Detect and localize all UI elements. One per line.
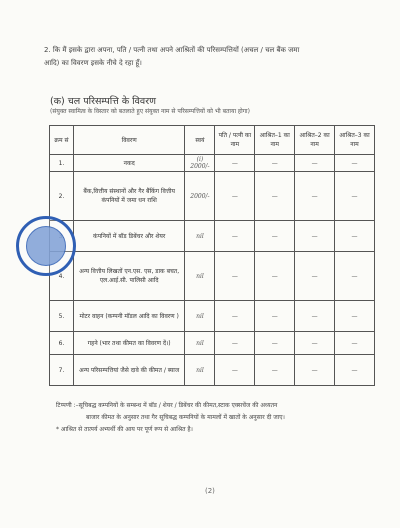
cell-desc: कंपनियों में बॉड डिबेंचर और शेयर (73, 221, 185, 252)
cell-dep1: — (255, 332, 295, 355)
cell-sno: 7. (50, 355, 74, 386)
cell-sno: 5. (50, 301, 74, 332)
cell-dep2: — (295, 301, 335, 332)
cell-dep1: — (255, 221, 295, 252)
cell-dep2: — (295, 355, 335, 386)
movable-assets-table (49, 125, 375, 386)
cell-dep1: — (255, 155, 295, 172)
table-row (50, 332, 375, 355)
intro-line-1: 2. कि मैं इसके द्वारा अपना, पति / पत्नी तथा अपने आश्रितों की परिसम्पत्तियों (अचल / चल बैंक जमा (44, 46, 300, 54)
cell-dep3: — (335, 332, 375, 355)
cell-desc: मोटर वाहन (कम्पनी मॉडल आदि का विवरण ) (73, 301, 185, 332)
cell-self: nil (185, 221, 215, 252)
cell-desc: नकद (73, 155, 185, 172)
cell-spouse: — (215, 155, 255, 172)
footnote-line-3: * आश्रित से तात्पर्य अभ्यर्थी की आय पर पूर्ण रूप से आश्रित है। (56, 426, 193, 433)
cell-dep3: — (335, 221, 375, 252)
footnote (56, 400, 376, 436)
table-row (50, 221, 375, 252)
intro-line-2: आदि) का विवरण इसके नीचे दे रहा हूँ। (44, 59, 142, 67)
cell-self: nil (185, 355, 215, 386)
header-dep2: आश्रित–2 का नाम (295, 126, 335, 155)
section-title: (क) चल परिसम्पत्ति के विवरण (50, 96, 156, 107)
cell-dep2: — (295, 332, 335, 355)
cell-dep3: — (335, 252, 375, 301)
cell-dep2: — (295, 252, 335, 301)
cell-dep3: — (335, 155, 375, 172)
cell-self: nil (185, 332, 215, 355)
cell-spouse: — (215, 332, 255, 355)
notary-stamp-center (26, 226, 66, 266)
cell-spouse: — (215, 252, 255, 301)
table-row (50, 172, 375, 221)
header-dep1: आश्रित–1 का नाम (255, 126, 295, 155)
cell-desc: अन्य परिसम्पत्तियां जैसे दावे की कीमत / ब्याज (73, 355, 185, 386)
cell-dep1: — (255, 252, 295, 301)
table-row (50, 355, 375, 386)
cell-dep2: — (295, 221, 335, 252)
cell-self: 2000/- (185, 172, 215, 221)
cell-dep1: — (255, 172, 295, 221)
table-row (50, 155, 375, 172)
cell-self: nil (185, 301, 215, 332)
cell-desc: गहने (भार तथा कीमत का विवरण दें।) (73, 332, 185, 355)
cell-self: nil (185, 252, 215, 301)
cell-sno: 4. (50, 252, 74, 301)
cell-spouse: — (215, 301, 255, 332)
section-note: (संयुक्त स्वामित्व के विस्तार को बतलाते हुए संयुक्त नाम से परिसम्पत्तियों को भी बताया होगा) (50, 108, 250, 115)
cell-dep3: — (335, 301, 375, 332)
cell-spouse: — (215, 221, 255, 252)
footnote-line-2: बाजार कीमत के अनुसार तथा गैर सूचिबद्ध कम्पनियों के मामलों में खातों के अनुसार दी जाए। (86, 414, 285, 421)
table-header-row (50, 126, 375, 155)
cell-spouse: — (215, 355, 255, 386)
header-sno: क्रम सं (50, 126, 74, 155)
cell-dep1: — (255, 355, 295, 386)
cell-dep3: — (335, 355, 375, 386)
header-dep3: आश्रित–3 का नाम (335, 126, 375, 155)
cell-sno: 1. (50, 155, 74, 172)
cell-dep3: — (335, 172, 375, 221)
header-spouse: पति / पत्नी का नाम (215, 126, 255, 155)
table-row (50, 301, 375, 332)
cell-dep2: — (295, 155, 335, 172)
cell-sno: 6. (50, 332, 74, 355)
cell-dep2: — (295, 172, 335, 221)
table-row (50, 252, 375, 301)
page-number: (2) (205, 487, 215, 495)
intro-paragraph (44, 44, 364, 70)
cell-desc: अन्य वित्तीय लिखतों एन.एस. एस, डाक बचत, एल.आई.सी. पालिसी आदि (73, 252, 185, 301)
cell-spouse: — (215, 172, 255, 221)
notary-stamp (16, 216, 76, 276)
footnote-line-1: टिप्पणी :–सूचिबद्ध कम्पनियों के सम्बन्ध में बॉड / शेयर / डिबेंचर की कीमत,स्टाक एक्सचेंज की अध्यतन (56, 402, 278, 409)
cell-desc: बैंक,वित्तीय संस्थानों और गैर बैंकिंग वित्तीय कंपनियों में जमा धन राशि (73, 172, 185, 221)
header-desc: विवरण (73, 126, 185, 155)
cell-sno: 2. (50, 172, 74, 221)
cell-dep1: — (255, 301, 295, 332)
header-self: स्वयं (185, 126, 215, 155)
cell-self: (i) 2000/- (185, 155, 215, 172)
